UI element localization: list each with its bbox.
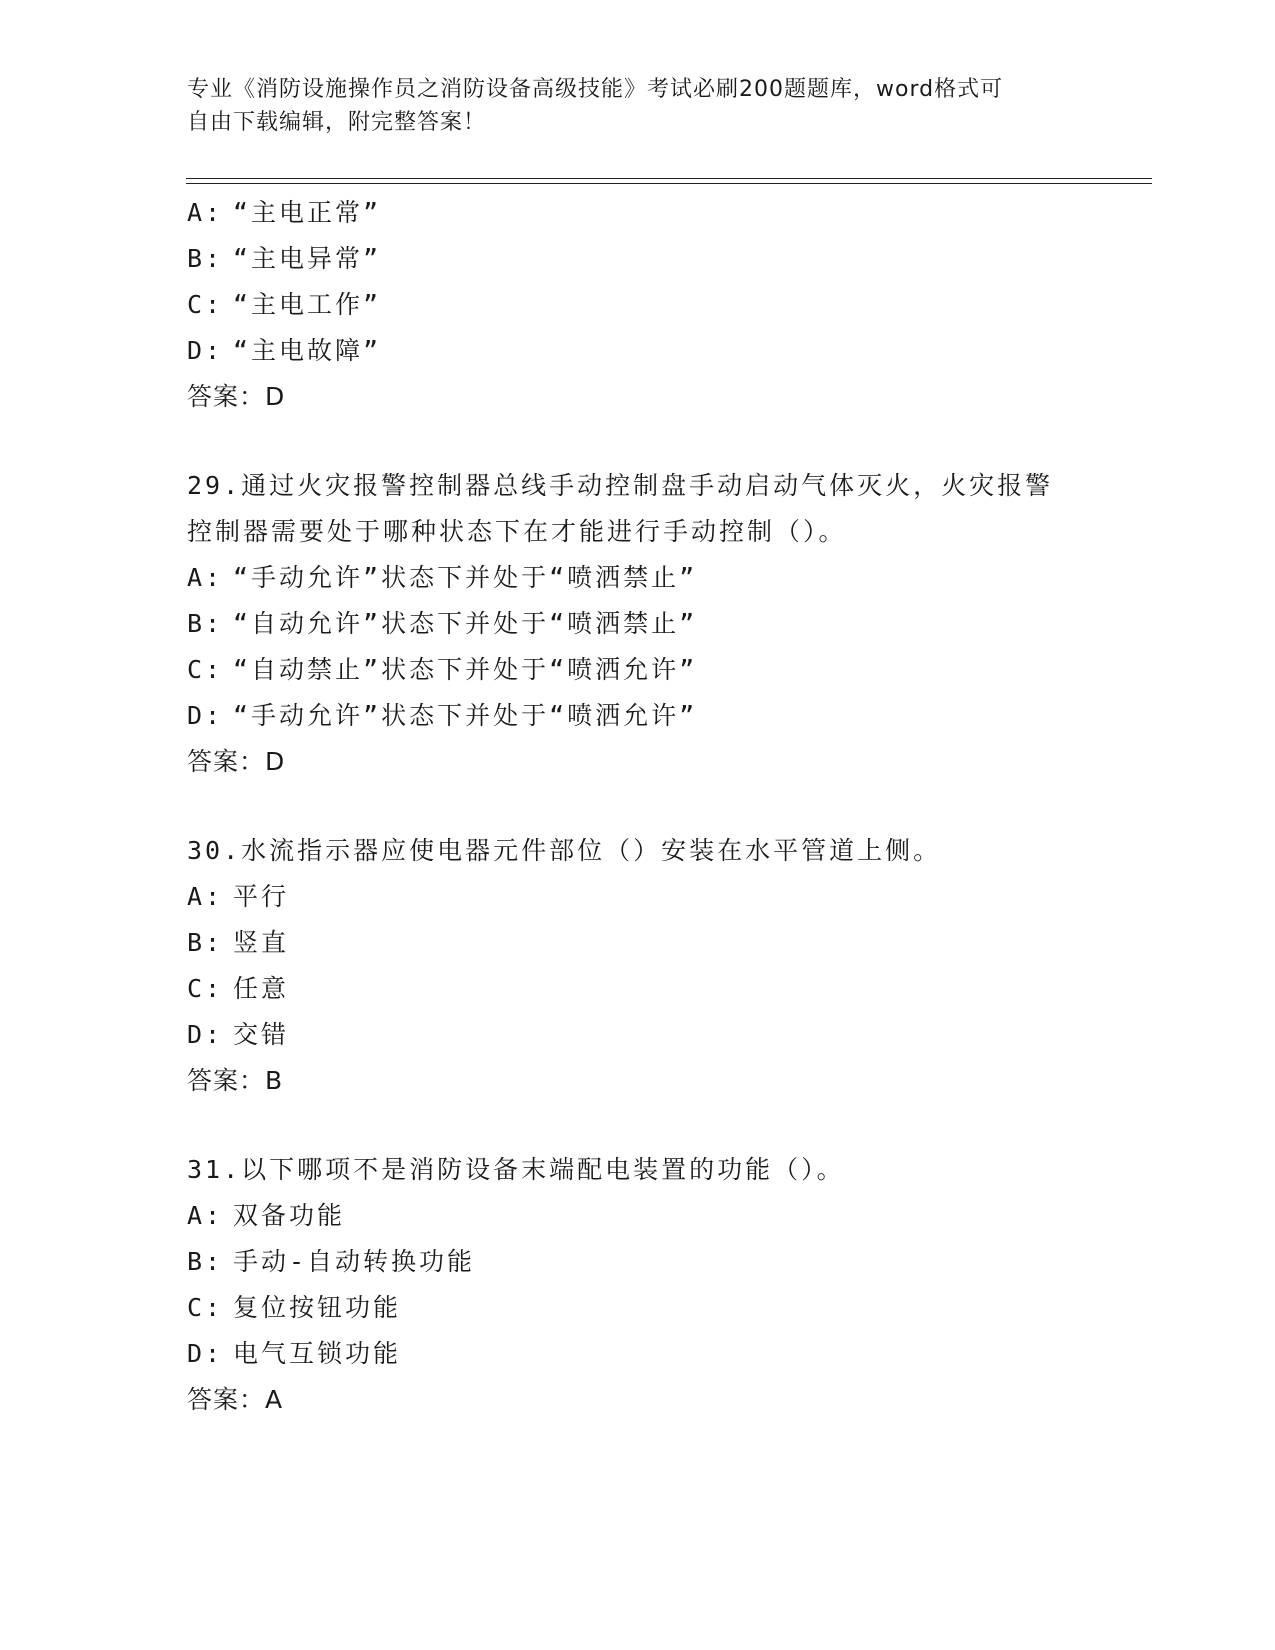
option-a: [187, 1193, 1147, 1239]
option-d: [187, 1331, 1147, 1377]
option-key: C:: [187, 1293, 224, 1322]
option-key: D:: [187, 701, 224, 730]
option-c: [187, 1285, 1147, 1331]
question-29: [187, 463, 1147, 785]
option-c: [187, 647, 1147, 693]
option-d: [187, 328, 1147, 374]
option-text: 平行: [233, 882, 290, 911]
question-text-line-2: 控制器需要处于哪种状态下在才能进行手动控制（）。: [187, 517, 847, 546]
option-key: A:: [187, 1201, 224, 1230]
header-line-2: 自由下载编辑，附完整答案！: [187, 110, 487, 135]
question-30: [187, 828, 1147, 1104]
option-text: 双备功能: [233, 1201, 346, 1230]
option-key: A:: [187, 198, 224, 227]
option-text: “自动允许”状态下并处于“喷洒禁止”: [233, 609, 698, 638]
option-key: B:: [187, 609, 224, 638]
question-text-line-1: 30.水流指示器应使电器元件部位（）安装在水平管道上侧。: [187, 836, 942, 865]
option-text: 交错: [233, 1020, 290, 1049]
spacer: [187, 1104, 1147, 1147]
option-c: [187, 282, 1147, 328]
option-key: C:: [187, 974, 224, 1003]
option-c: [187, 966, 1147, 1012]
spacer: [187, 785, 1147, 828]
option-text: “主电正常”: [233, 198, 382, 227]
question-31: [187, 1147, 1147, 1423]
option-text: 竖直: [233, 928, 290, 957]
option-key: C:: [187, 290, 224, 319]
option-key: A:: [187, 563, 224, 592]
answer-line: 答案：B: [187, 1066, 284, 1095]
option-text: “自动禁止”状态下并处于“喷洒允许”: [233, 655, 698, 684]
option-b: [187, 601, 1147, 647]
option-key: D:: [187, 1020, 224, 1049]
option-text: 电气互锁功能: [233, 1339, 402, 1368]
option-b: [187, 236, 1147, 282]
header-divider-top: [186, 178, 1152, 179]
option-text: 手动-自动转换功能: [233, 1247, 476, 1276]
document-header: [187, 73, 1087, 139]
spacer: [187, 420, 1147, 463]
answer-line: 答案：D: [187, 382, 286, 411]
question-list: [187, 190, 1147, 1423]
option-text: “手动允许”状态下并处于“喷洒允许”: [233, 701, 698, 730]
header-divider-bottom: [186, 183, 1152, 184]
option-text: “手动允许”状态下并处于“喷洒禁止”: [233, 563, 698, 592]
question-text-line-1: 29.通过火灾报警控制器总线手动控制盘手动启动气体灭火，火灾报警: [187, 471, 1054, 500]
option-text: 复位按钮功能: [233, 1293, 402, 1322]
option-a: [187, 874, 1147, 920]
question-28: [187, 190, 1147, 420]
option-text: “主电异常”: [233, 244, 382, 273]
option-key: B:: [187, 928, 224, 957]
option-text: “主电故障”: [233, 336, 382, 365]
option-a: [187, 555, 1147, 601]
option-key: B:: [187, 1247, 224, 1276]
option-b: [187, 920, 1147, 966]
option-key: B:: [187, 244, 224, 273]
answer-line: 答案：D: [187, 747, 286, 776]
option-d: [187, 1012, 1147, 1058]
option-text: 任意: [233, 974, 290, 1003]
question-text-line-1: 31.以下哪项不是消防设备末端配电装置的功能（）。: [187, 1155, 845, 1184]
option-text: “主电工作”: [233, 290, 382, 319]
option-key: D:: [187, 336, 224, 365]
option-key: C:: [187, 655, 224, 684]
header-line-1: 专业《消防设施操作员之消防设备高级技能》考试必刷200题题库，word格式可: [187, 77, 1004, 102]
answer-line: 答案：A: [187, 1385, 284, 1414]
option-a: [187, 190, 1147, 236]
option-d: [187, 693, 1147, 739]
option-key: D:: [187, 1339, 224, 1368]
option-b: [187, 1239, 1147, 1285]
option-key: A:: [187, 882, 224, 911]
